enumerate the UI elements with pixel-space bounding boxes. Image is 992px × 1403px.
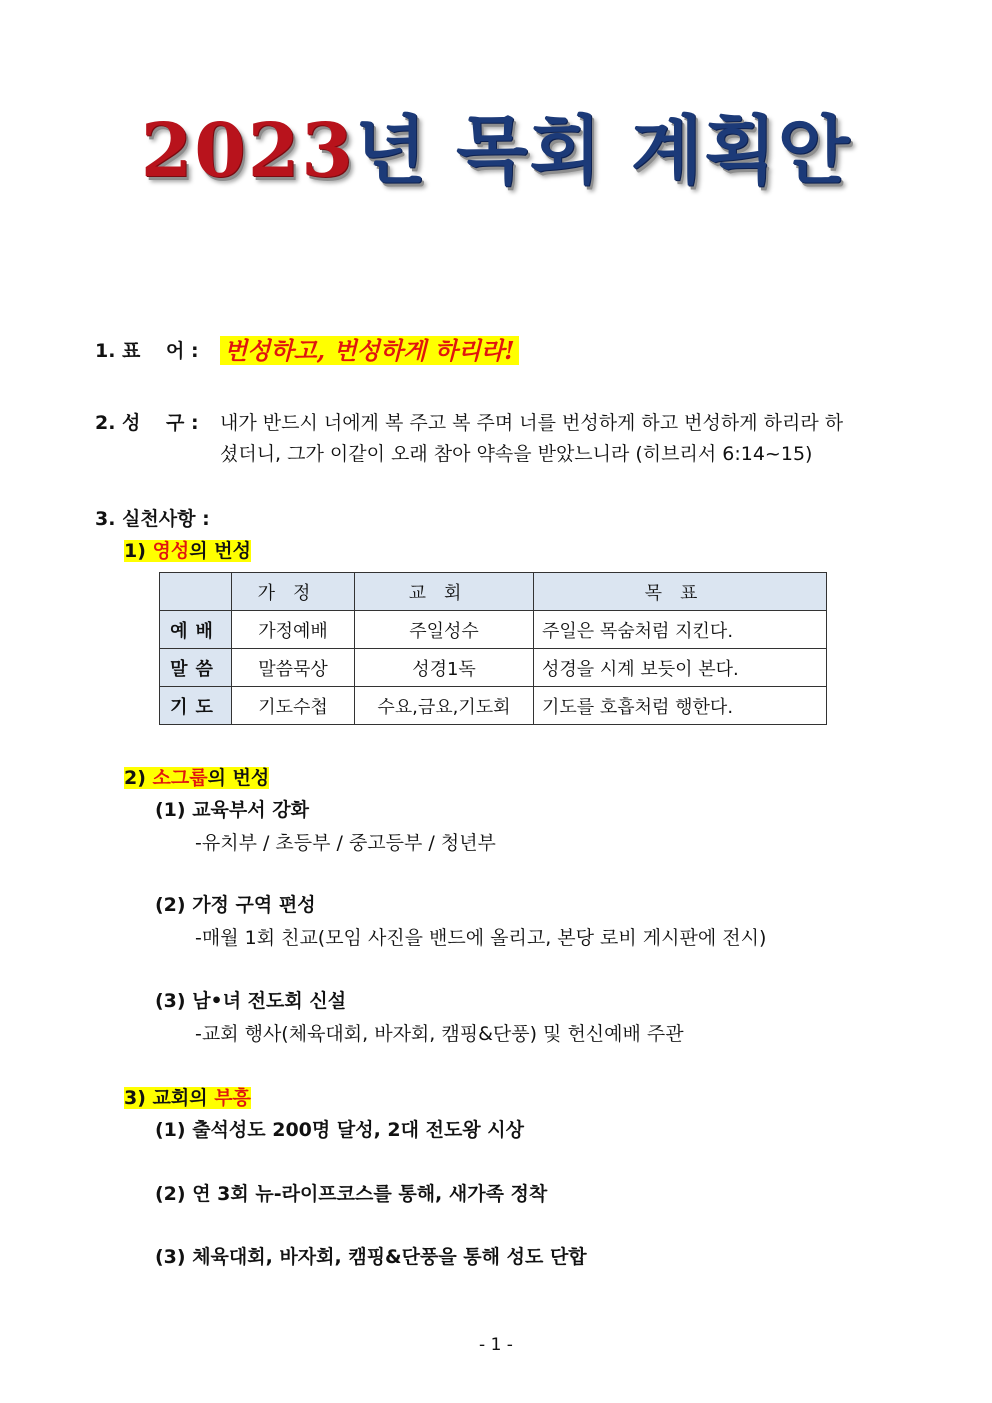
motto-label: 1. 표 어 : <box>95 340 199 362</box>
document-title <box>0 92 992 198</box>
list-item-detail: -유치부 / 초등부 / 중고등부 / 청년부 <box>195 832 496 854</box>
list-item-title: (3) 체육대회, 바자회, 캠핑&단풍을 통해 성도 단합 <box>155 1246 587 1268</box>
list-item-detail: -매월 1회 친교(모임 사진을 밴드에 올리고, 본당 로비 게시판에 전시) <box>195 927 767 949</box>
table-header-home: 가정 <box>232 573 355 611</box>
page-number: - 1 - <box>479 1335 513 1355</box>
cell-goal: 기도를 호흡처럼 행한다. <box>534 687 827 725</box>
list-item-title: (1) 교육부서 강화 <box>155 799 309 821</box>
table-header-goal: 목표 <box>534 573 827 611</box>
row-head: 예배 <box>160 611 232 649</box>
list-item-title: (2) 가정 구역 편성 <box>155 894 316 916</box>
cell-home: 말씀묵상 <box>232 649 355 687</box>
section-1-heading: 1) 영성의 번성 <box>124 540 251 562</box>
table-row <box>160 611 827 649</box>
practice-label: 3. 실천사항 : <box>95 508 210 530</box>
list-item-title: (2) 연 3회 뉴-라이프코스를 통해, 새가족 정착 <box>155 1183 548 1205</box>
cell-church: 성경1독 <box>355 649 534 687</box>
section-3-heading: 3) 교회의 부흥 <box>124 1087 251 1109</box>
verse-line-1: 내가 반드시 너에게 복 주고 복 주며 너를 번성하게 하고 번성하게 하리라 하 <box>220 412 844 434</box>
cell-goal: 성경을 시계 보듯이 본다. <box>534 649 827 687</box>
cell-church: 수요,금요,기도회 <box>355 687 534 725</box>
section-2-heading: 2) 소그룹의 번성 <box>124 767 270 789</box>
table-header-church: 교회 <box>355 573 534 611</box>
motto-text-wrap <box>220 331 519 366</box>
table-row <box>160 649 827 687</box>
verse-label: 2. 성 구 : <box>95 412 199 434</box>
motto-text: 번성하고, 번성하게 하리라! <box>220 336 519 365</box>
row-head: 말씀 <box>160 649 232 687</box>
title-year: 2023 <box>140 108 355 194</box>
list-item-title: (3) 남•녀 전도회 신설 <box>155 990 347 1012</box>
cell-goal: 주일은 목숨처럼 지킨다. <box>534 611 827 649</box>
table-row <box>160 687 827 725</box>
verse-line-2: 셨더니, 그가 이같이 오래 참아 약속을 받았느니라 (히브리서 6:14~15) <box>220 443 813 465</box>
list-item-title: (1) 출석성도 200명 달성, 2대 전도왕 시상 <box>155 1119 524 1141</box>
title-text: 년 목회 계획안 <box>354 108 852 194</box>
cell-home: 가정예배 <box>232 611 355 649</box>
cell-home: 기도수첩 <box>232 687 355 725</box>
row-head: 기도 <box>160 687 232 725</box>
practice-table <box>159 572 827 725</box>
table-header-corner <box>160 573 232 611</box>
list-item-detail: -교회 행사(체육대회, 바자회, 캠핑&단풍) 및 헌신예배 주관 <box>195 1023 684 1045</box>
cell-church: 주일성수 <box>355 611 534 649</box>
